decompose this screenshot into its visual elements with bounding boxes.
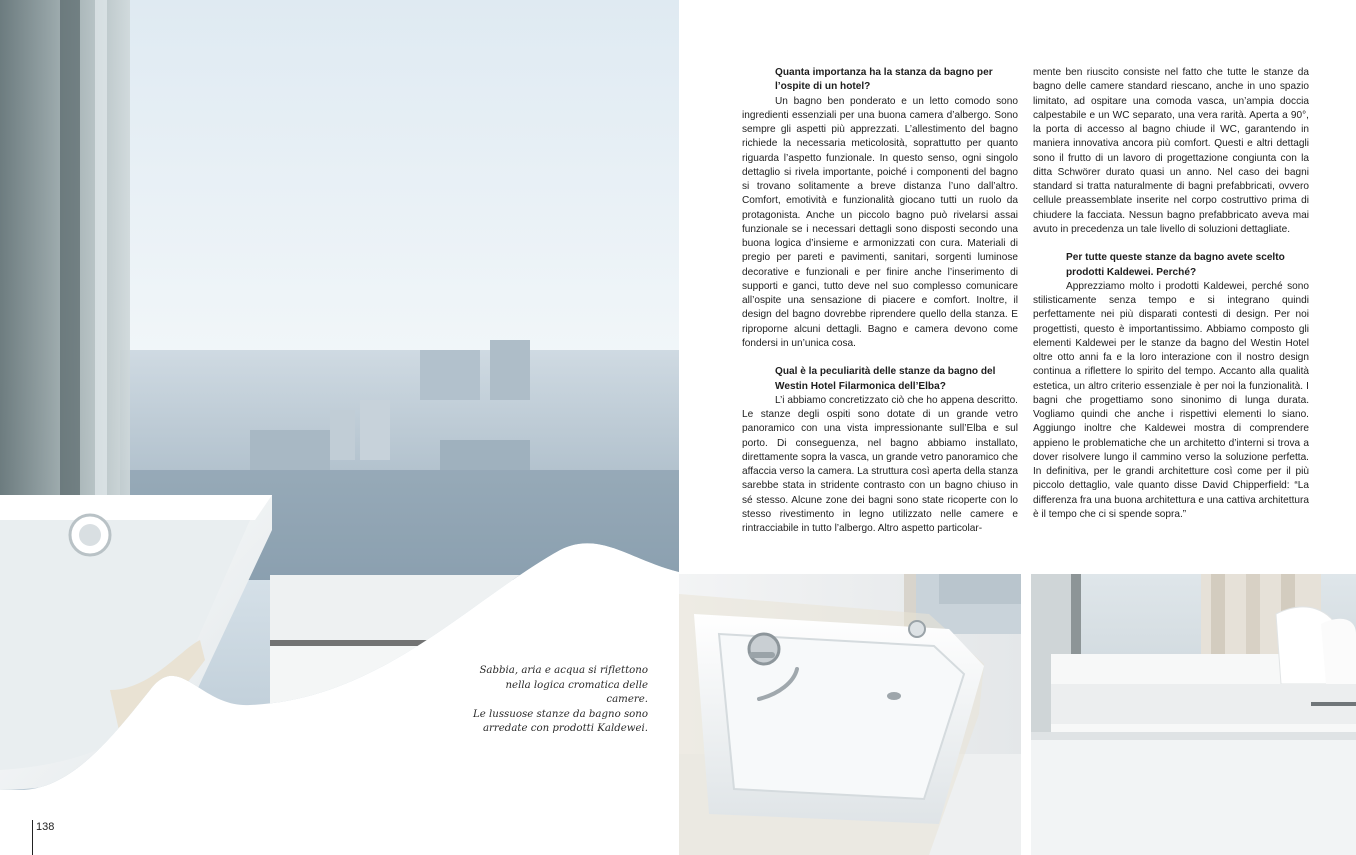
caption-line: Sabbia, aria e acqua si riflettono <box>479 665 648 676</box>
bedroom-photo <box>1031 574 1356 855</box>
interview-answer: Apprezziamo molto i prodotti Kaldewei, perché sono stilisticamente senza tempo e si integrano quindi perfettamente nei più disparati contesti di design. Per noi progettisti, questo è importantissimo. Abbiamo composto gli elementi Kaldewei per le stanze da bagno del Westin Hotel oltre otto anni fa e la loro interazione con il nostro design continua a riflettere lo spirito del tempo. Accanto alla qualità estetica, un altro criterio essenziale è per noi la funzionalità. I bagni che progettiamo sono sinonimo di lunga durata. Vogliamo quindi che anche i rispettivi elementi lo siano. Aggiungo inoltre che Kaldewei mostra di comprendere appieno le problematiche che un architetto d’interni si trova a dover risolvere lungo il cammino verso la soluzione perfetta. In definitiva, per le grandi architetture così come per il più piccolo dettaglio, vale quanto disse David Chipperfield: “La differenza fra una buona architettura e una cattiva architettura è il tempo che ci si spende sopra.” <box>1033 280 1309 520</box>
photo-caption <box>470 664 648 737</box>
article-column-2 <box>1033 66 1309 522</box>
interview-question: Per tutte queste stanze da bagno avete scelto prodotti Kaldewei. Perché? <box>1066 252 1285 278</box>
article-column-1 <box>742 66 1018 536</box>
bathtub-photo <box>679 574 1021 855</box>
page-number-rule <box>32 820 33 855</box>
interview-answer: L’i abbiamo concretizzato ciò che ho appena descritto. Le stanze degli ospiti sono dotate di un grande vetro panoramico con una vista impressionante sull’Elba e sul porto. Di conseguenza, nel bagno abbiamo installato, direttamente sopra la vasca, un grande vetro panoramico che affaccia verso la camera. La struttura così aperta della stanza sarebbe stata in stridente contrasto con un bagno chiuso in sé stesso. Alcune zone dei bagni sono state ricoperte con lo stesso rivestimento in legno utilizzato nelle camere e rintracciabile in tutto l’albergo. Altro aspetto particolar- <box>742 394 1018 534</box>
interview-question: Quanta importanza ha la stanza da bagno per l’ospite di un hotel? <box>775 67 993 93</box>
interview-answer: Un bagno ben ponderato e un letto comodo sono ingredienti essenziali per una buona camera d’albergo. Sono sempre gli aspetti più apprezzati. L’allestimento del bagno richiede la necessaria meticolosità, soprattutto per quanto riguarda l’aspetto funzionale. In questo senso, ogni singolo dettaglio si rivela importante, poiché i componenti del bagno si trovano solitamente a breve distanza l’uno dall’altro. Comfort, emotività e funzionalità giocano tutti un ruolo da protagonista. Anche un piccolo bagno può rivelarsi assai funzionale se i necessari dettagli sono disposti secondo una buona logica d’insieme e armonizzati con cura. Materiali di pregio per pareti e pavimenti, sanitari, sorgenti luminose decorative e funzionali e per finire anche l’inserimento di supporti e ganci, tutto deve nel suo complesso comunicare all’ospite una sensazione di piacere e comfort. Inoltre, il design del bagno dovrebbe riprendere quello della stanza. E riproporne alcuni dettagli. Bagno e camera devono come fondersi in un’unica cosa. <box>742 95 1018 349</box>
interview-answer-continued: mente ben riuscito consiste nel fatto che tutte le stanze da bagno delle camere standard riescano, anche in uno spazio limitato, ad ospitare una comoda vasca, un’ampia doccia calpestabile e un WC separato, una vera rarità. Aperta a 90°, la porta di accesso al bagno chiude il WC, garantendo in maniera innovativa ancora più comfort. Questi e altri dettagli sono il frutto di un lavoro di progettazione congiunta con la ditta Schwörer durato quasi un anno. Nel caso dei bagni standard si tratta naturalmente di bagni prefabbricati, ovvero cellule preassemblate inserite nel corpo costruttivo prima di chiudere la facciata. Nessun bagno prefabbricato aveva mai avuto in precedenza un tale livello di soluzioni dettagliate. <box>1033 67 1309 235</box>
caption-line: nella logica cromatica delle camere. <box>505 679 648 705</box>
caption-line: Le lussuose stanze da bagno sono <box>472 708 648 720</box>
interview-question: Qual è la peculiarità delle stanze da bagno del Westin Hotel Filarmonica dell’Elba? <box>775 366 996 392</box>
page-number: 138 <box>36 821 55 833</box>
caption-line: arredate con prodotti Kaldewei. <box>482 723 648 734</box>
